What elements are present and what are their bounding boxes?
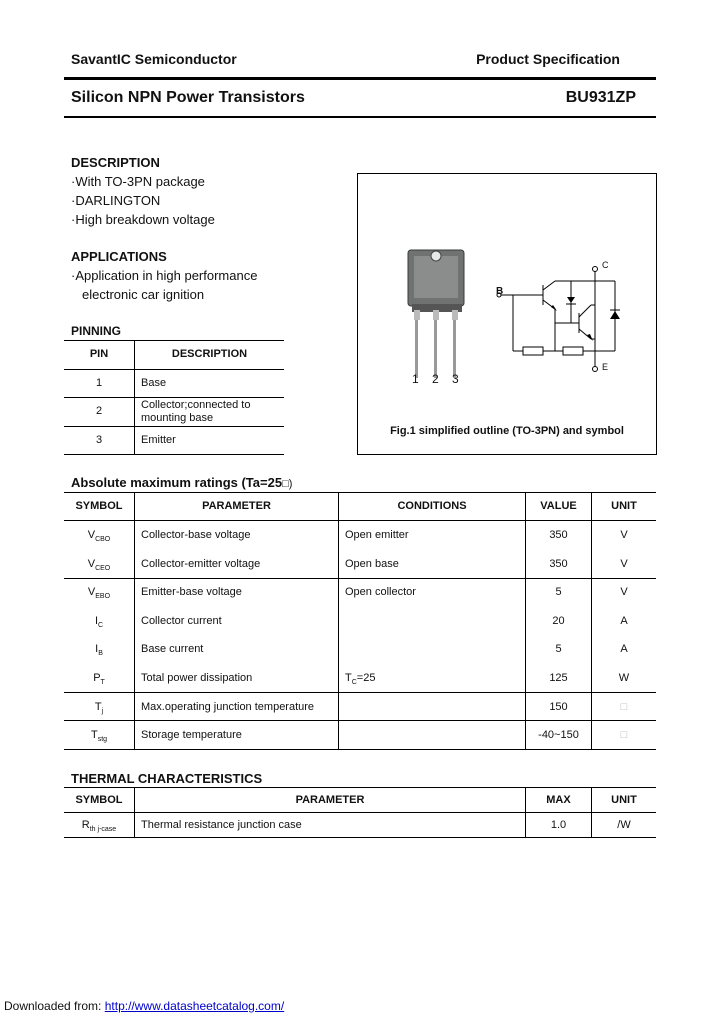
thermal-heading: THERMAL CHARACTERISTICS xyxy=(71,771,263,786)
table-cell-condition: Open base xyxy=(345,558,399,570)
table-cell-symbol: $T_j$ xyxy=(94,701,104,716)
doc-type: Product Specification xyxy=(476,51,620,67)
pin-number: 1 xyxy=(95,377,103,389)
table-cell-parameter: Collector-base voltage xyxy=(141,529,251,541)
table-cell-value: 5 xyxy=(555,586,562,598)
company-name: SavantIC Semiconductor xyxy=(71,51,237,67)
product-line: Silicon NPN Power Transistors xyxy=(71,89,305,106)
pin-description-cont: mounting base xyxy=(141,412,214,424)
part-number: BU931ZP xyxy=(565,89,636,106)
table-cell-unit: □ xyxy=(620,729,628,741)
table-cell-unit: W xyxy=(618,672,630,684)
table-cell-condition: $T_C=25$ xyxy=(345,672,376,687)
table-cell-max: 1.0 xyxy=(550,819,567,831)
table-cell-condition: Open collector xyxy=(345,586,416,598)
pin-description: Collector;connected to xyxy=(141,399,251,411)
ratings-col-unit: UNIT xyxy=(611,500,637,512)
footer-prefix: Downloaded from: xyxy=(4,999,102,1013)
table-cell-value: 125 xyxy=(549,672,568,684)
description-item: ·With TO-3PN package xyxy=(71,174,205,189)
package-pin-label: 2 xyxy=(432,372,439,386)
table-cell-unit: /W xyxy=(617,819,631,831)
description-item: ·DARLINGTON xyxy=(71,193,161,208)
pinning-col-desc: DESCRIPTION xyxy=(171,348,248,360)
table-cell-condition: Open emitter xyxy=(345,529,409,541)
degree-glyph: □) xyxy=(282,478,293,490)
table-cell-symbol: $V_{EBO}$ xyxy=(87,586,111,601)
thermal-col-unit: UNIT xyxy=(611,794,637,806)
table-cell-unit: A xyxy=(620,643,628,655)
applications-item: ·Application in high performance xyxy=(71,268,258,283)
pin-description: Base xyxy=(141,377,167,389)
table-cell-symbol: $I_C$ xyxy=(94,615,104,630)
description-heading: DESCRIPTION xyxy=(71,155,160,170)
table-cell-unit: V xyxy=(620,529,628,541)
table-cell-parameter: Collector current xyxy=(141,615,222,627)
table-cell-symbol: $I_B$ xyxy=(95,643,103,658)
thermal-col-parameter: PARAMETER xyxy=(295,794,365,806)
description-item: ·High breakdown voltage xyxy=(71,212,215,227)
darlington-symbol-icon xyxy=(493,259,643,379)
table-cell-unit: A xyxy=(620,615,628,627)
table-cell-unit: V xyxy=(620,558,628,570)
thermal-col-max: MAX xyxy=(546,794,571,806)
table-cell-parameter: Total power dissipation xyxy=(141,672,253,684)
table-cell-symbol: $V_{CBO}$ xyxy=(87,529,111,544)
ratings-col-parameter: PARAMETER xyxy=(202,500,271,512)
package-pin-label: 1 xyxy=(412,372,419,386)
ratings-col-symbol: SYMBOL xyxy=(75,500,123,512)
applications-heading: APPLICATIONS xyxy=(71,249,167,264)
figure-caption: Fig.1 simplified outline (TO-3PN) and symbol xyxy=(390,425,624,437)
table-cell-value: 20 xyxy=(552,615,565,627)
table-cell-value: 150 xyxy=(549,701,568,713)
table-cell-value: 350 xyxy=(549,558,568,570)
table-cell-parameter: Thermal resistance junction case xyxy=(141,819,302,831)
pinning-heading: PINNING xyxy=(71,324,122,338)
table-cell-parameter: Base current xyxy=(141,643,204,655)
applications-item-cont: electronic car ignition xyxy=(82,287,205,302)
table-cell-symbol: $V_{CEO}$ xyxy=(87,558,111,573)
table-cell-parameter: Collector-emitter voltage xyxy=(141,558,261,570)
table-cell-parameter: Storage temperature xyxy=(141,729,242,741)
thermal-col-symbol: SYMBOL xyxy=(75,794,123,806)
pin-number: 2 xyxy=(95,405,103,417)
package-pin-label: 3 xyxy=(452,372,459,386)
table-cell-symbol: $T_{stg}$ xyxy=(90,729,108,744)
ratings-col-value: VALUE xyxy=(540,500,577,512)
pinning-col-pin: PIN xyxy=(89,348,109,360)
table-cell-symbol: $P_T$ xyxy=(93,672,105,687)
table-cell-parameter: Emitter-base voltage xyxy=(141,586,242,598)
table-cell-parameter: Max.operating junction temperature xyxy=(141,701,315,713)
table-cell-symbol: $R_{th j-case}$ xyxy=(81,819,117,834)
table-cell-value: -40~150 xyxy=(538,729,579,741)
header-rule xyxy=(64,77,656,80)
table-cell-value: 5 xyxy=(555,643,562,655)
title-rule xyxy=(64,116,656,118)
ratings-col-conditions: CONDITIONS xyxy=(397,500,467,512)
table-cell-value: 350 xyxy=(549,529,568,541)
symbol-label-collector: C xyxy=(602,260,609,270)
pin-number: 3 xyxy=(95,434,103,446)
ratings-heading: Absolute maximum ratings (Ta=25□) xyxy=(71,475,293,490)
table-cell-unit: V xyxy=(620,586,628,598)
footer xyxy=(4,999,284,1013)
symbol-label-emitter: E xyxy=(602,362,609,372)
figure-box xyxy=(357,173,657,455)
table-cell-unit: □ xyxy=(620,701,628,713)
pin-description: Emitter xyxy=(141,434,176,446)
footer-link[interactable]: http://www.datasheetcatalog.com/ xyxy=(104,999,285,1013)
symbol-label-base: B xyxy=(496,286,504,297)
